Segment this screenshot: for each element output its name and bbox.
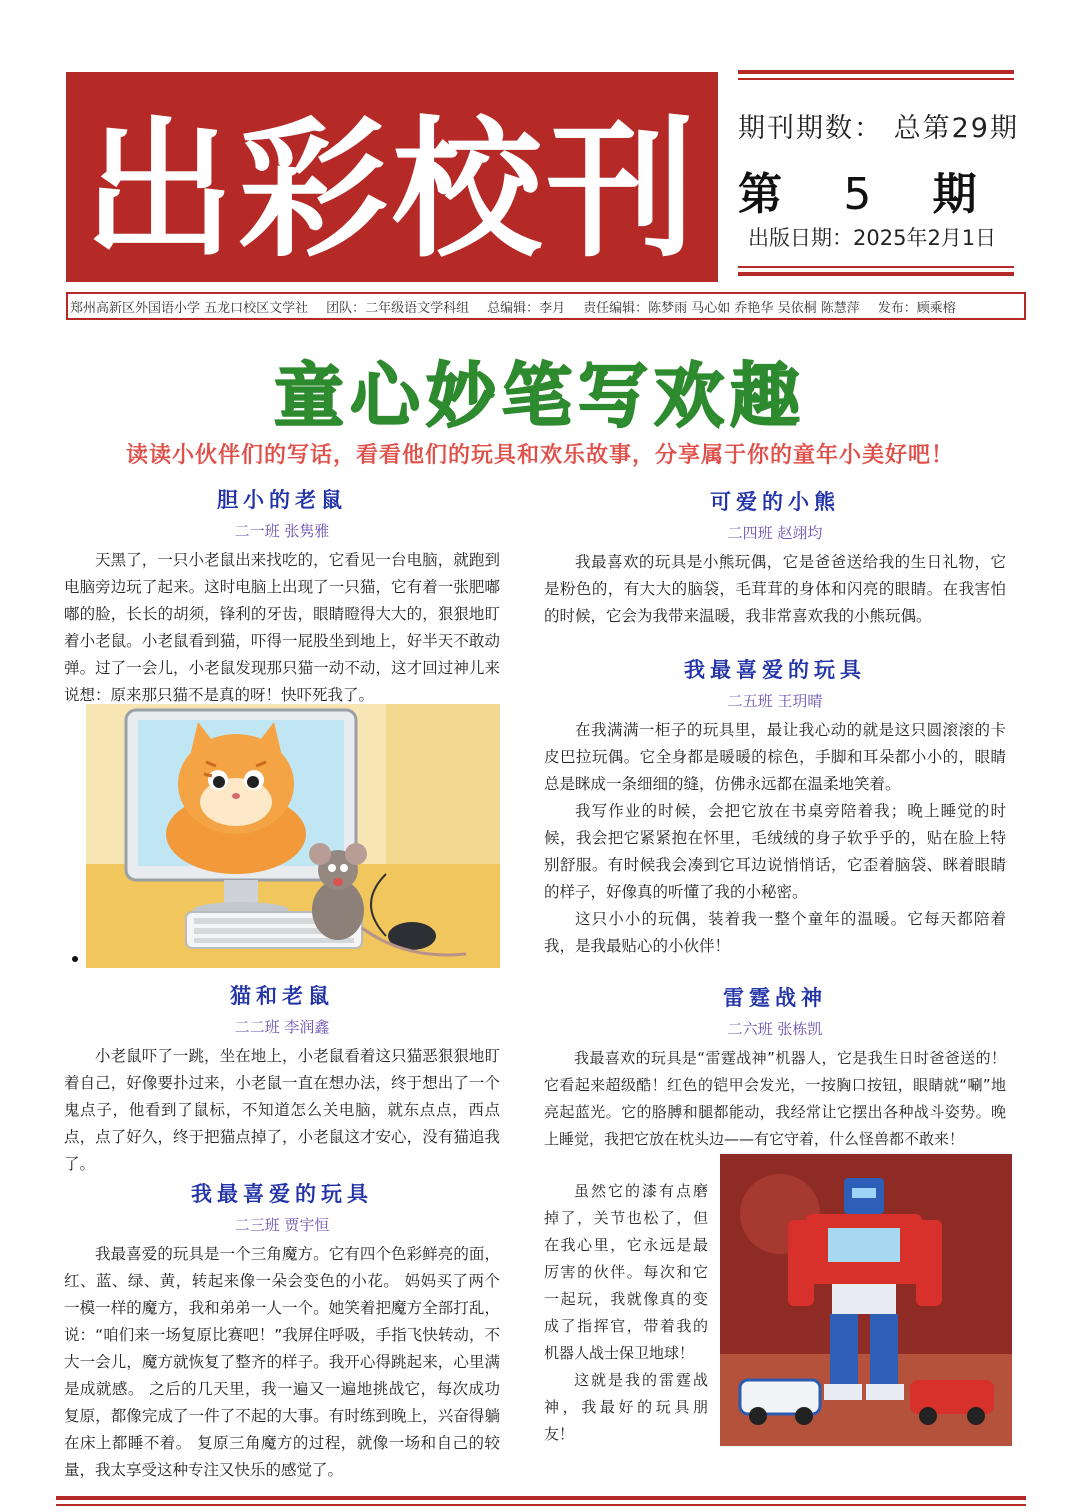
staff-info-bar (66, 292, 1026, 320)
issue-bottom-rule-thin (738, 266, 1014, 268)
school-name: 郑州高新区外国语小学 五龙口校区文学社 (70, 300, 309, 316)
issue-info (738, 70, 1019, 280)
article-paragraph: 我最喜欢的玩具是“雷霆战神”机器人，它是我生日时爸爸送的！它看起来超级酷！红色的铠甲会发光，一按胸口按钮，眼睛就“唰”地亮起蓝光。它的胳膊和腿都能动，我经常让它摆出各种战斗姿势。晚上睡觉，我把它放在枕头边——有它守着，什么怪兽都不敢来！ (544, 1049, 1006, 1148)
article-paragraph: 我最喜爱的玩具是一个三角魔方。它有四个色彩鲜亮的面，红、蓝、绿、黄，转起来像一朵会变色的小花。 妈妈买了两个一模一样的魔方，我和弟弟一人一个。她笑着把魔方全部打乱，说：“咱们来一场复原比赛吧！”我屏住呼吸，手指飞快转动，不大一会儿，魔方就恢复了整齐的样子。我开心得跳起来，心里满是成就感。 之后的几天里，我一遍又一遍地挑战它，每次成功复原，都像完成了一件了不起的大事。有时练到晚上，兴奋得躺在床上都睡不着。 复原三角魔方的过程，就像一场和自己的较量，我太享受这种专注又快乐的感觉了。 (64, 1245, 500, 1479)
robot-toy-photo (720, 1154, 1012, 1446)
article-paragraph: 在我满满一柜子的玩具里，最让我心动的就是这只圆滚滚的卡皮巴拉玩偶。它全身都是暖暖的棕色，手脚和耳朵都小小的，眼睛总是眯成一条细细的缝，仿佛永远都在温柔地笑着。 (544, 721, 1006, 793)
article-cat-and-mouse (64, 980, 500, 1178)
masthead-title: 出彩校刊 (83, 104, 700, 278)
footer-rule-thin (56, 1504, 1026, 1506)
publish-date: 出版日期：2025年2月1日 (748, 226, 997, 250)
article-cute-bear (544, 486, 1006, 630)
article-paragraph: 虽然它的漆有点磨掉了，关节也松了，但在我心里，它永远是最厉害的伙伴。每次和它一起玩，我就像真的变成了指挥官，带着我的机器人战士保卫地球！ (544, 1182, 708, 1362)
article-author: 二四班 赵翊均 (727, 524, 823, 542)
article-thunder-god (544, 982, 1006, 1153)
chief-editor: 总编辑：李月 (487, 300, 566, 316)
issue-top-rule (738, 70, 1014, 74)
robot-toy-svg (720, 1154, 1012, 1446)
article-title: 猫和老鼠 (230, 984, 334, 1008)
article-title: 胆小的老鼠 (217, 488, 347, 512)
editors: 责任编辑：陈梦雨 马心如 乔艳华 吴依桐 陈慧萍 (583, 300, 860, 316)
article-thunder-god-continued (544, 1178, 708, 1448)
issue-bottom-rule (738, 272, 1014, 276)
article-author: 二五班 王玥晴 (727, 692, 823, 710)
article-author: 二六班 张栋凯 (727, 1020, 823, 1038)
issue-top-rule-thin (738, 78, 1014, 80)
masthead-banner (66, 72, 718, 282)
article-title: 雷霆战神 (723, 986, 827, 1010)
page-headline: 童心妙笔写欢趣 (274, 355, 806, 437)
article-title: 我最喜爱的玩具 (684, 658, 866, 682)
issue-suffix: 期 (932, 169, 977, 220)
article-paragraph: 天黑了，一只小老鼠出来找吃的，它看见一台电脑，就跑到电脑旁边玩了起来。这时电脑上出现了一只猫，它有着一张肥嘟嘟的脸，长长的胡须，锋利的牙齿，眼睛瞪得大大的，狠狠地盯着小老鼠。小老鼠看到猫，吓得一屁股坐到地上，好半天不敢动弹。过了一会儿，小老鼠发现那只猫一动不动，这才回过神儿来说想：原来那只猫不是真的呀！快吓死我了。 (64, 551, 500, 704)
team-name: 团队：二年级语文学科组 (326, 300, 470, 316)
publisher: 发布：顾乘榕 (877, 300, 956, 316)
footer-rule (56, 1496, 1026, 1500)
article-favorite-toy-capybara (544, 654, 1006, 960)
bullet-dot (72, 956, 78, 962)
article-paragraph: 这就是我的雷霆战神，我最好的玩具朋友！ (544, 1371, 708, 1443)
article-paragraph: 我写作业的时候，会把它放在书桌旁陪着我；晚上睡觉的时候，我会把它紧紧抱在怀里，毛绒绒的身子软乎乎的，贴在脸上特别舒服。有时候我会凑到它耳边说悄悄话，它歪着脑袋、眯着眼睛的样子，好像真的听懂了我的小秘密。 (544, 802, 1006, 901)
issue-number (738, 158, 977, 222)
issue-total: 期刊期数： 总第29期 (738, 113, 1019, 144)
article-paragraph: 小老鼠吓了一跳，坐在地上，小老鼠看着这只猫恶狠狠地盯着自己，好像要扑过来，小老鼠一直在想办法，终于想出了一个鬼点子，他看到了鼠标，不知道怎么关电脑，就东点点，西点点，点了好久，终于把猫点掉了，小老鼠这才安心，没有猫追我了。 (64, 1047, 500, 1173)
article-title: 可爱的小熊 (710, 490, 840, 514)
article-title: 我最喜爱的玩具 (191, 1182, 373, 1206)
article-author: 二一班 张隽雅 (234, 522, 330, 540)
cat-mouse-illustration-svg (86, 704, 500, 968)
article-paragraph: 我最喜欢的玩具是小熊玩偶，它是爸爸送给我的生日礼物，它是粉色的，有大大的脑袋，毛茸茸的身体和闪亮的眼睛。在我害怕的时候，它会为我带来温暖，我非常喜欢我的小熊玩偶。 (544, 553, 1006, 625)
article-author: 二三班 贾宇恒 (234, 1216, 330, 1234)
article-timid-mouse (64, 484, 500, 709)
issue-number-value: 5 (843, 169, 872, 220)
issue-prefix: 第 (738, 169, 782, 220)
page-subheadline: 读读小伙伴们的写话，看看他们的玩具和欢乐故事，分享属于你的童年小美好吧！ (125, 443, 954, 468)
article-paragraph: 这只小小的玩偶，装着我一整个童年的温暖。它每天都陪着我，是我最贴心的小伙伴！ (544, 910, 1006, 955)
article-author: 二二班 李润鑫 (234, 1018, 330, 1036)
article-favorite-toy-cube (64, 1178, 500, 1484)
cat-mouse-computer-illustration (86, 704, 500, 968)
